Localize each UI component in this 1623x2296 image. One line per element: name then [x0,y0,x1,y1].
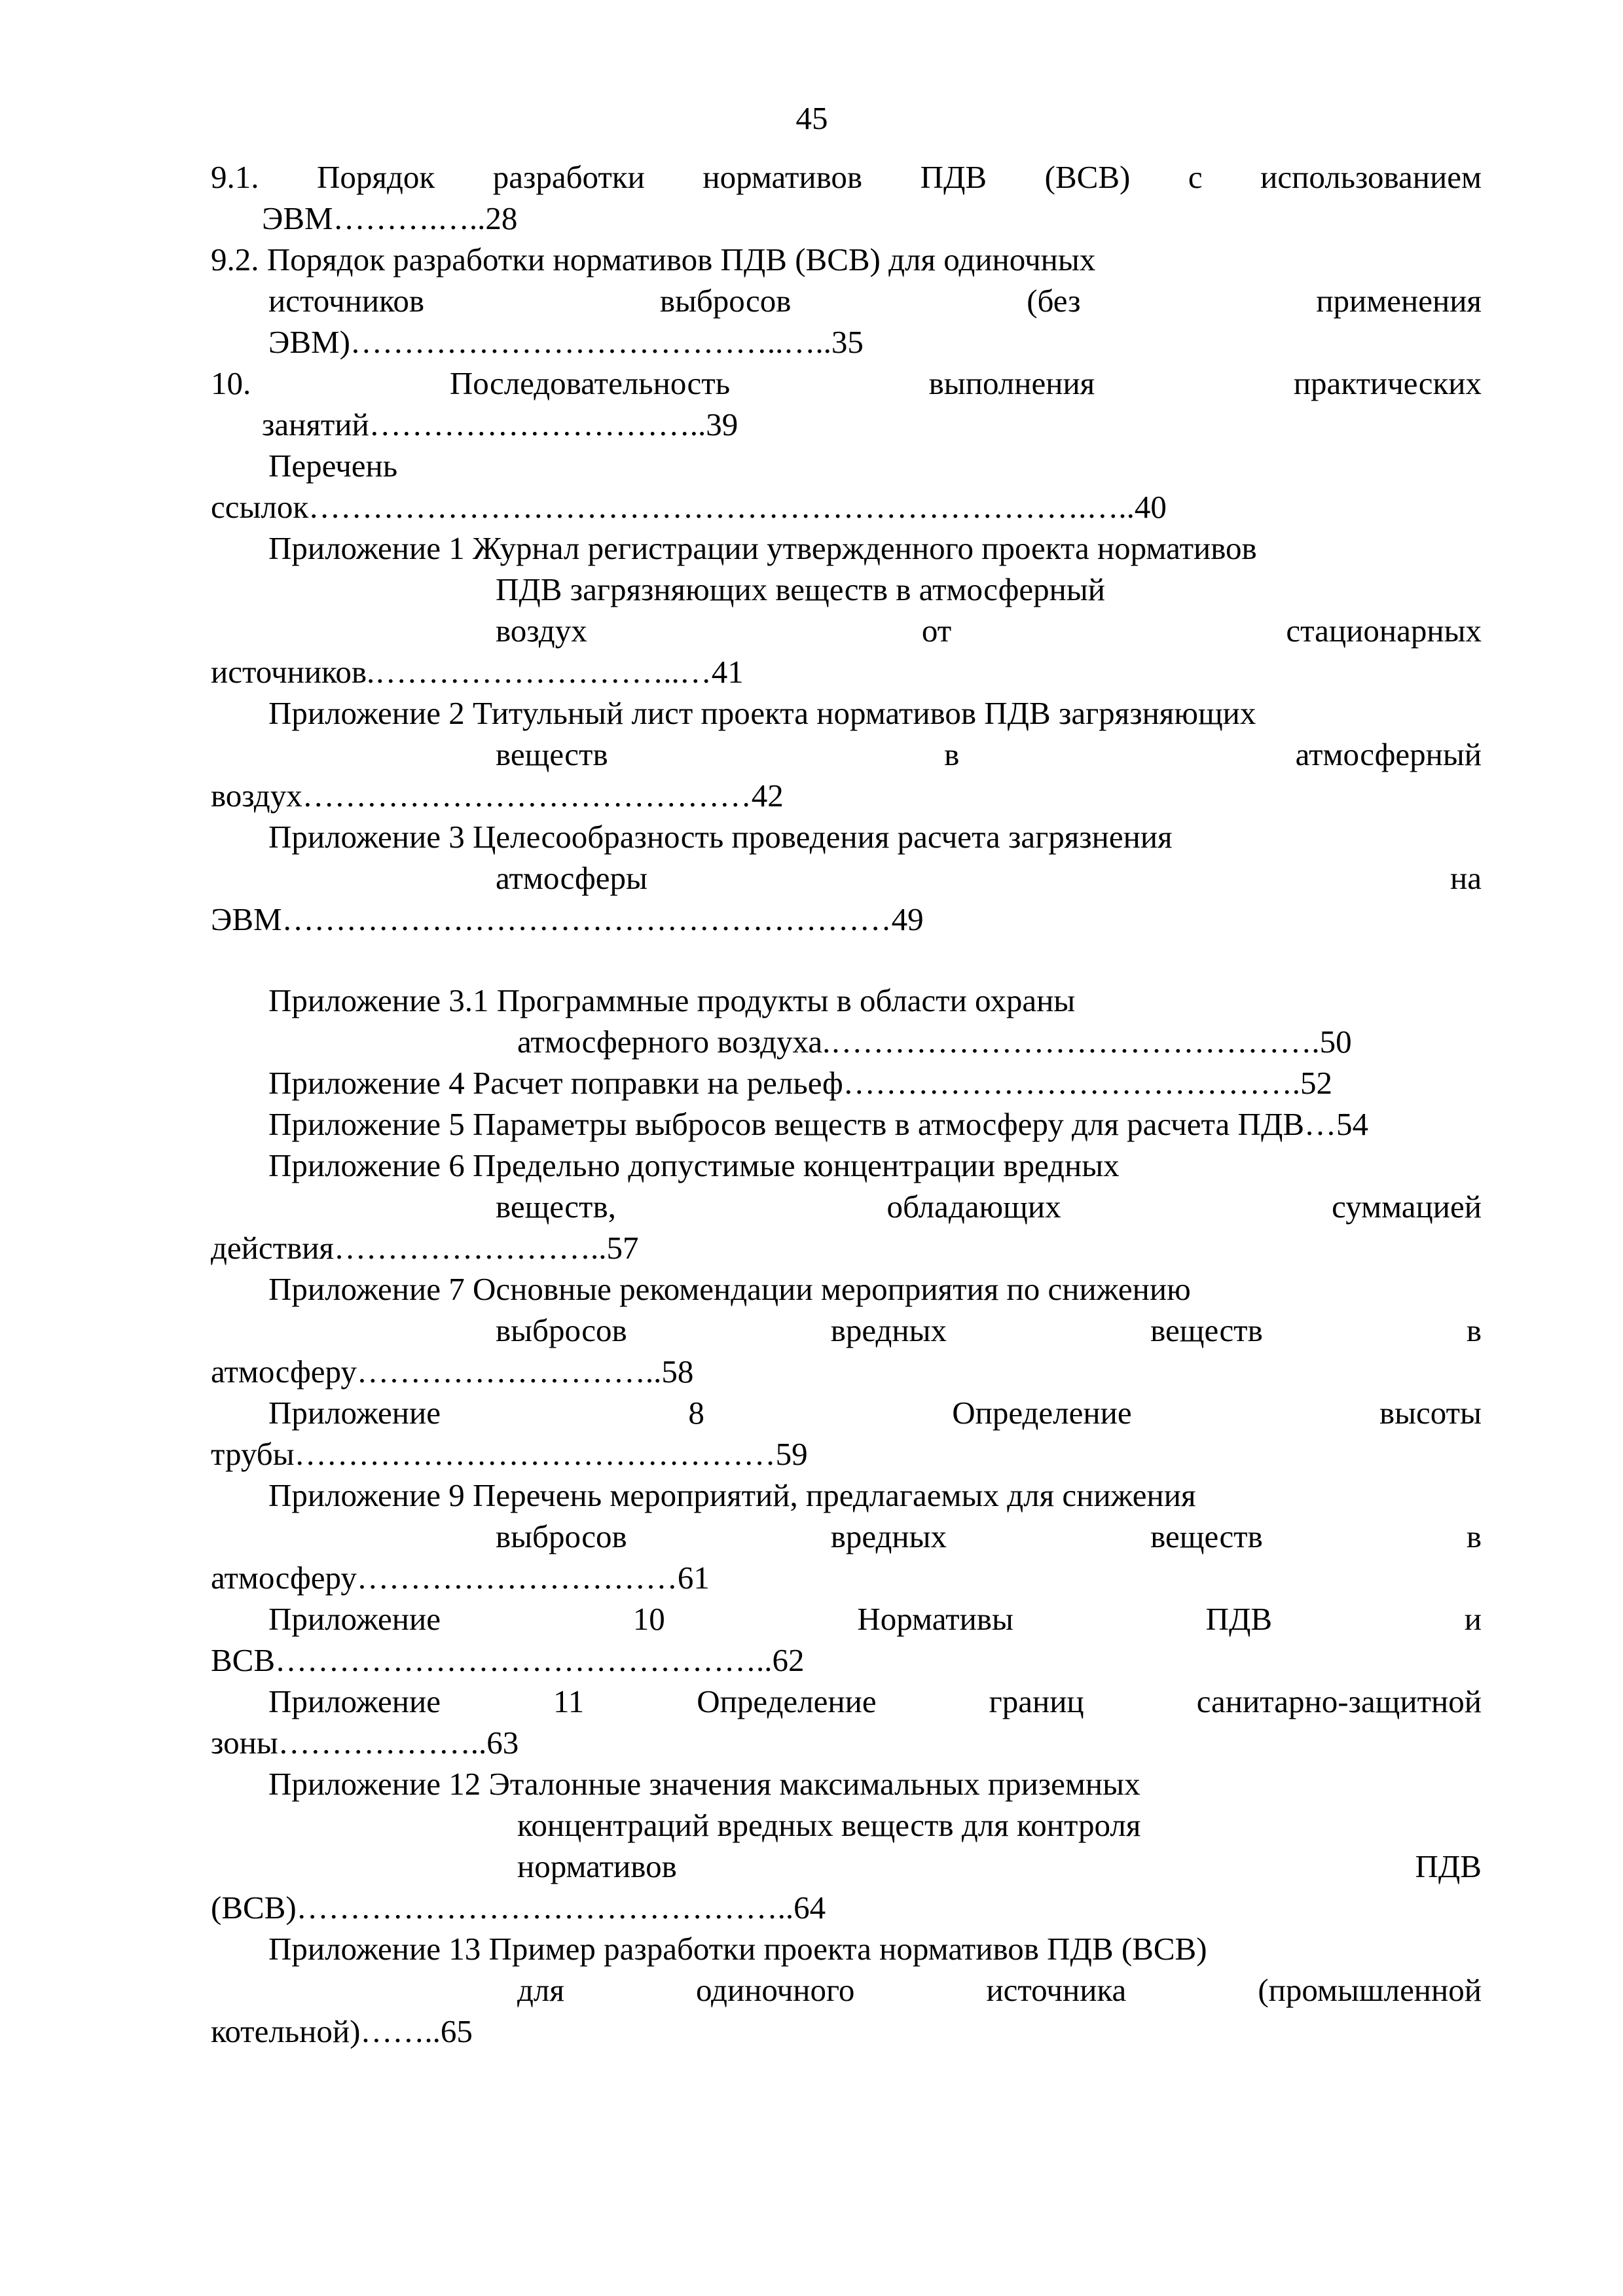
toc-line: Приложение 13 Пример разработки проекта нормативов ПДВ (ВСВ) [268,1931,1207,1967]
toc-line: 9.1. Порядок разработки нормативов ПДВ (ВСВ) с использованием [211,159,1482,195]
toc-line: Приложение 3 Целесообразность проведения расчета загрязнения [268,819,1173,855]
toc-line: Приложение 12 Эталонные значения максимальных приземных [268,1766,1140,1802]
toc-line: атмосферу…………………………61 [211,1560,710,1596]
toc-line: ЭВМ…………………………………………………49 [211,901,924,937]
toc-line: выбросов вредных веществ в [496,1312,1482,1348]
toc-line: Приложение 8 Определение высоты [268,1395,1482,1431]
page-number: 45 [795,100,828,136]
toc-line: ПДВ загрязняющих веществ в атмосферный [496,571,1105,607]
toc-line: Приложение 2 Титульный лист проекта нормативов ПДВ загрязняющих [268,695,1256,731]
toc-line: трубы………………………………………59 [211,1436,808,1472]
toc-line: Приложение 11 Определение границ санитарно-защитной [268,1683,1482,1719]
toc-line: (ВСВ)………………………………………..64 [211,1890,826,1926]
toc-line: Приложение 1 Журнал регистрации утвержденного проекта нормативов [268,530,1257,566]
toc-line: зоны………………..63 [211,1725,519,1761]
toc-line: котельной)……..65 [211,2013,473,2049]
toc-line: выбросов вредных веществ в [496,1518,1482,1554]
toc-line: 9.2. Порядок разработки нормативов ПДВ (ВСВ) для одиночных [211,242,1096,278]
toc-line: веществ, обладающих суммацией [496,1189,1482,1225]
toc-line: Приложение 5 Параметры выбросов веществ в атмосферу для расчета ПДВ…54 [268,1106,1369,1142]
toc-line: ссылок……………………………………………………………….…..40 [211,489,1167,525]
toc-line: веществ в атмосферный [496,736,1482,772]
toc-line: ВСВ………………………………………..62 [211,1642,805,1678]
toc-line: нормативов ПДВ [517,1848,1482,1884]
toc-line: ЭВМ……….…..28 [262,200,518,236]
toc-line: воздух от стационарных [496,613,1482,649]
toc-line: воздух……………………………………42 [211,778,784,814]
toc-line: источников.………………………..…41 [211,654,744,690]
toc-line: Приложение 4 Расчет поправки на рельеф…………………………………….52 [268,1065,1333,1101]
toc-line: для одиночного источника (промышленной [517,1972,1482,2008]
toc-line: Приложение 10 Нормативы ПДВ и [268,1601,1482,1637]
toc-line: Приложение 9 Перечень мероприятий, предлагаемых для снижения [268,1477,1196,1513]
toc-line: атмосферу………………………..58 [211,1354,694,1390]
toc-line: концентраций вредных веществ для контроля [517,1807,1141,1843]
toc-line: Приложение 6 Предельно допустимые концентрации вредных [268,1147,1120,1183]
toc-line: действия……………………..57 [211,1230,639,1266]
toc-line: атмосферного воздуха.……………………………………….50 [517,1024,1352,1060]
toc-line: Приложение 7 Основные рекомендации мероприятия по снижению [268,1271,1191,1307]
toc-line: Перечень [268,448,398,484]
toc-line: 10. Последовательность выполнения практических [211,365,1482,401]
toc-line: источников выбросов (без применения [268,283,1482,319]
toc-line: Приложение 3.1 Программные продукты в области охраны [268,982,1076,1018]
toc-line: атмосферы на [496,860,1482,896]
toc-line: занятий…………………………..39 [262,406,739,442]
toc-line: ЭВМ)…………………………………..…..35 [268,324,864,360]
